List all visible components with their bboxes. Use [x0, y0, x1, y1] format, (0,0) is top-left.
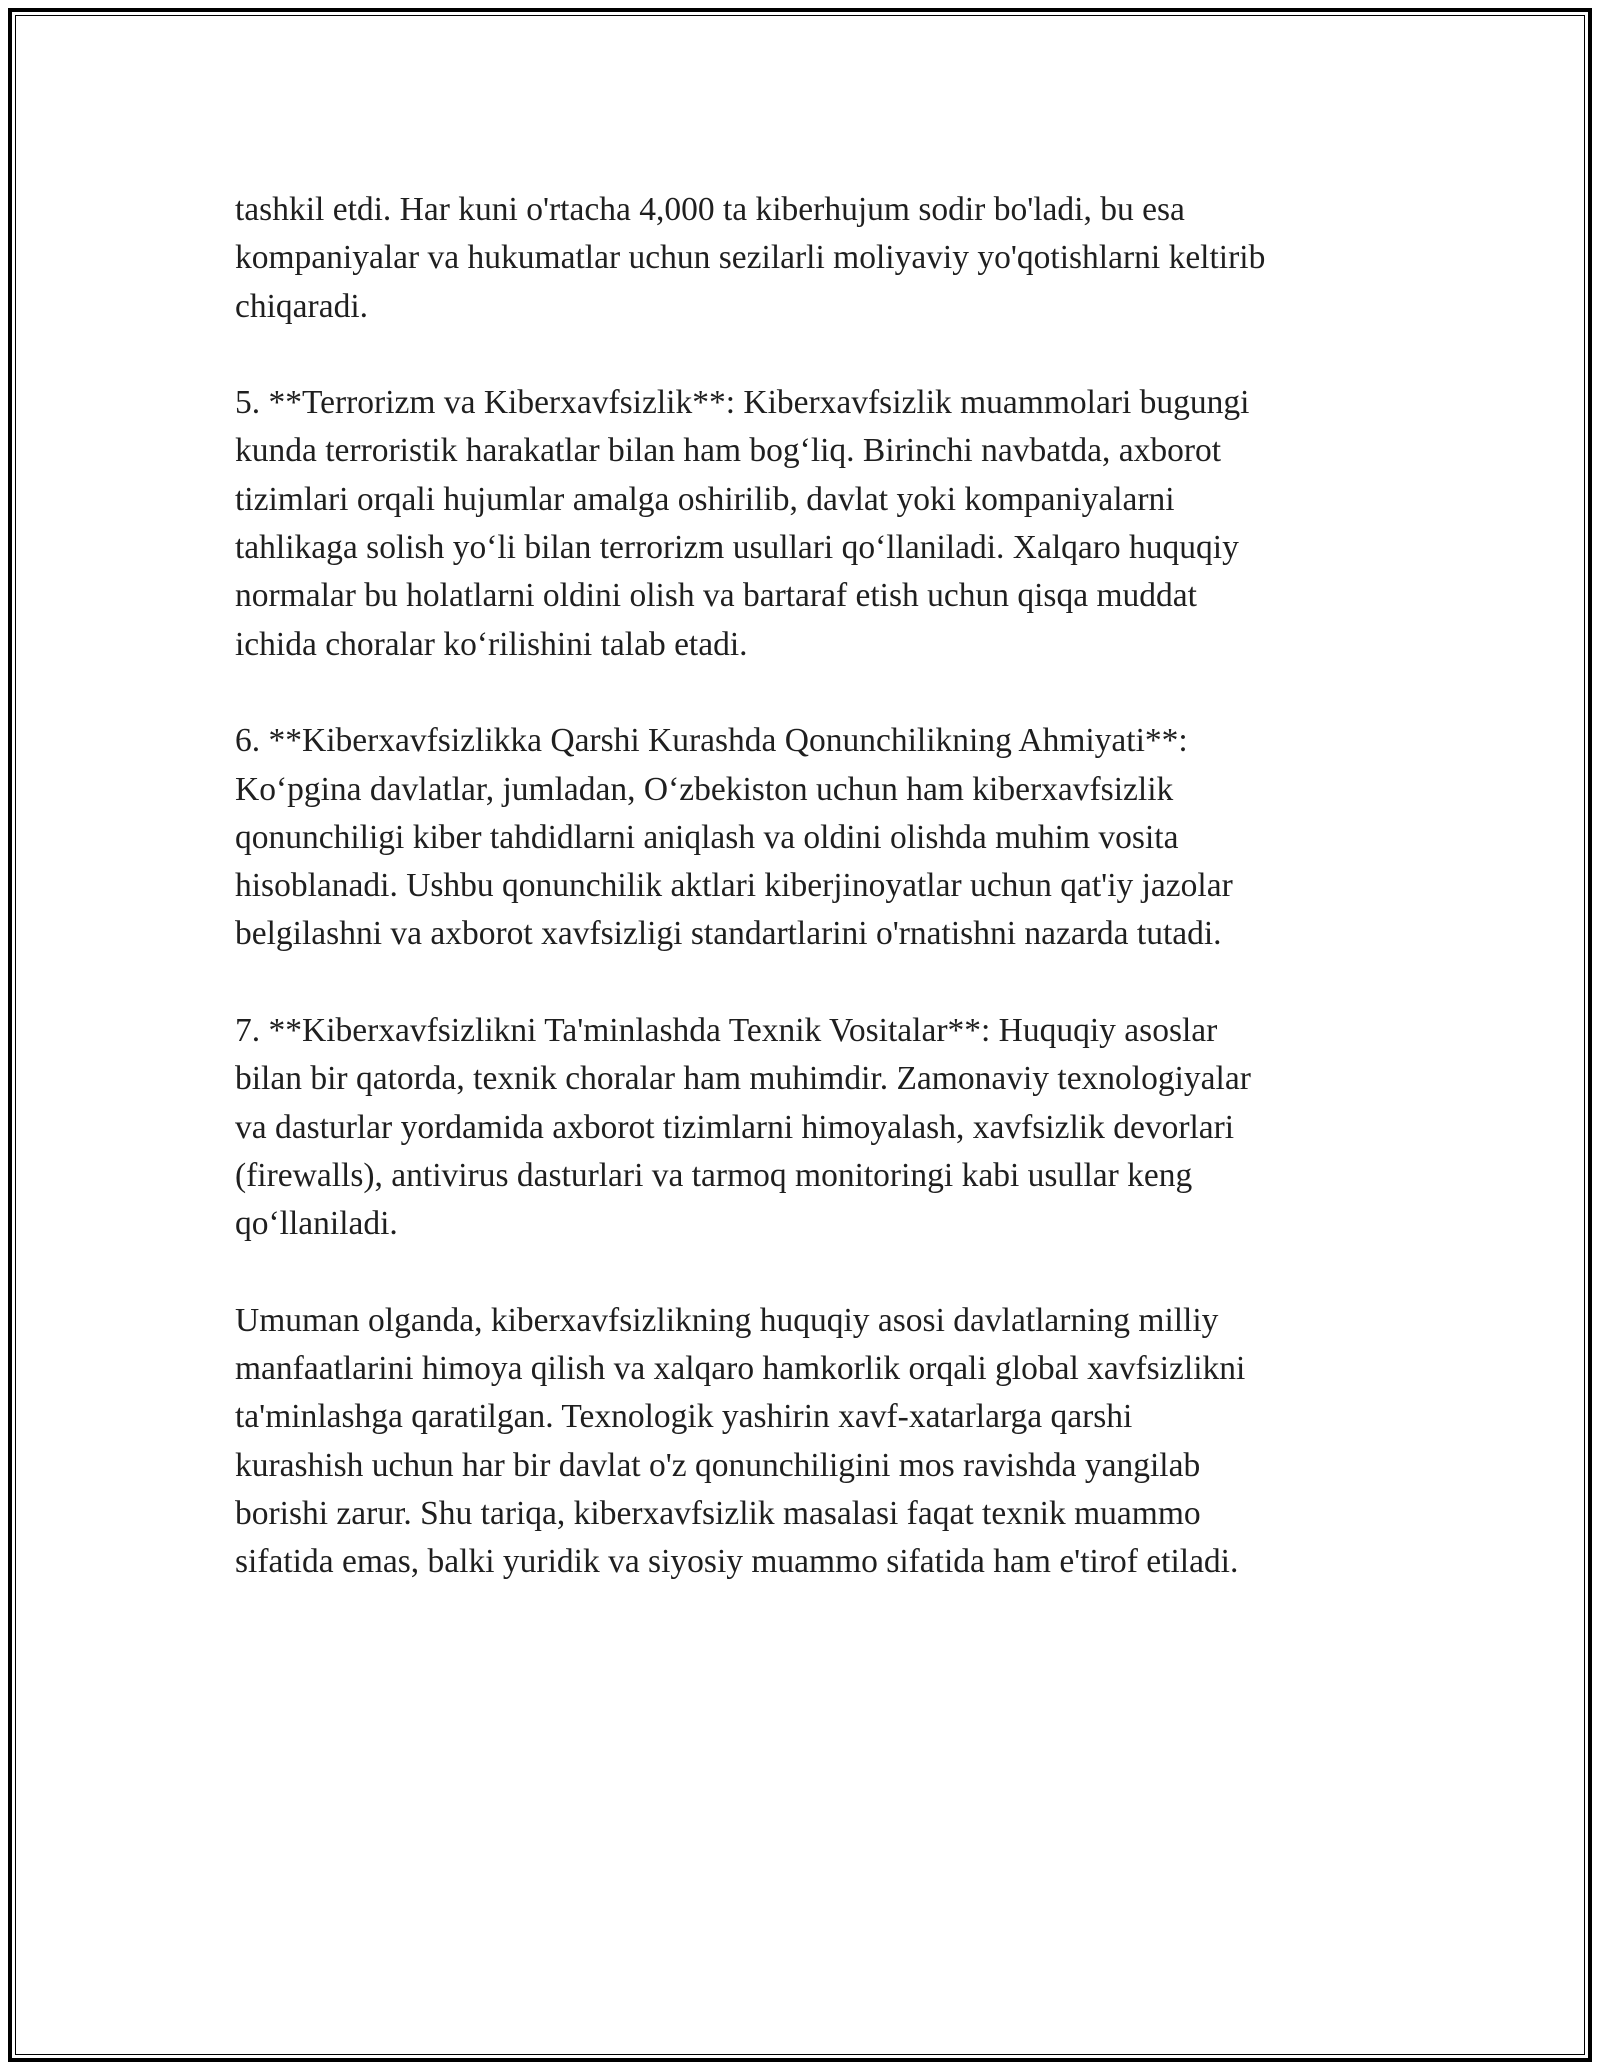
- paragraph-item-7: [235, 1007, 1415, 1248]
- text-line: tashkil etdi. Har kuni o'rtacha 4,000 ta kiberhujum sodir bo'ladi, bu esa: [235, 191, 1185, 228]
- text-line: belgilashni va axborot xavfsizligi standartlarini o'rnatishni nazarda tutadi.: [235, 915, 1222, 953]
- text-line: manfaatlarini himoya qilish va xalqaro hamkorlik orqali global xavfsizlikni: [235, 1350, 1246, 1388]
- text-line: Ko‘pgina davlatlar, jumladan, O‘zbekiston uchun ham kiberxavfsizlik: [235, 770, 1174, 808]
- paragraph-conclusion: [235, 1297, 1415, 1587]
- text-line: qo‘llaniladi.: [235, 1205, 398, 1243]
- text-line: 7. **Kiberxavfsizlikni Ta'minlashda Texnik Vositalar**: Huquqiy asoslar: [235, 1012, 1218, 1050]
- text-line: kunda terroristik harakatlar bilan ham bog‘liq. Birinchi navbatda, axborot: [235, 432, 1222, 470]
- text-line: sifatida emas, balki yuridik va siyosiy muammo sifatida ham e'tirof etiladi.: [235, 1543, 1239, 1581]
- text-line: hisoblanadi. Ushbu qonunchilik aktlari kiberjinoyatlar uchun qat'iy jazolar: [235, 867, 1233, 905]
- paragraph-intro-continuation: [235, 186, 1415, 331]
- text-line: bilan bir qatorda, texnik choralar ham muhimdir. Zamonaviy texnologiyalar: [235, 1060, 1251, 1098]
- text-line: 6. **Kiberxavfsizlikka Qarshi Kurashda Qonunchilikning Ahmiyati**:: [235, 722, 1188, 760]
- text-line: va dasturlar yordamida axborot tizimlarni himoyalash, xavfsizlik devorlari: [235, 1108, 1235, 1146]
- document-body: [235, 186, 1415, 1635]
- text-line: qonunchiligi kiber tahdidlarni aniqlash va oldini olishda muhim vosita: [235, 818, 1179, 856]
- text-line: tahlikaga solish yo‘li bilan terrorizm usullari qo‘llaniladi. Xalqaro huquqiy: [235, 529, 1239, 567]
- text-line: normalar bu holatlarni oldini olish va bartaraf etish uchun qisqa muddat: [235, 577, 1197, 615]
- paragraph-item-5: [235, 379, 1415, 669]
- text-line: (firewalls), antivirus dasturlari va tarmoq monitoringi kabi usullar keng: [235, 1156, 1193, 1194]
- text-line: chiqaradi.: [235, 287, 369, 325]
- text-line: ichida choralar ko‘rilishini talab etadi.: [235, 625, 748, 663]
- text-line: ta'minlashga qaratilgan. Texnologik yashirin xavf-xatarlarga qarshi: [235, 1398, 1133, 1436]
- text-line: 5. **Terrorizm va Kiberxavfsizlik**: Kiberxavfsizlik muammolari bugungi: [235, 384, 1250, 422]
- text-line: kurashish uchun har bir davlat o'z qonunchiligini mos ravishda yangilab: [235, 1446, 1201, 1484]
- text-line: borishi zarur. Shu tariqa, kiberxavfsizlik masalasi faqat texnik muammo: [235, 1495, 1201, 1533]
- text-line: kompaniyalar va hukumatlar uchun sezilarli moliyaviy yo'qotishlarni keltirib: [235, 239, 1266, 277]
- text-line: tizimlari orqali hujumlar amalga oshirilib, davlat yoki kompaniyalarni: [235, 480, 1175, 518]
- text-line: Umuman olganda, kiberxavfsizlikning huquqiy asosi davlatlarning milliy: [235, 1301, 1219, 1339]
- paragraph-item-6: [235, 717, 1415, 958]
